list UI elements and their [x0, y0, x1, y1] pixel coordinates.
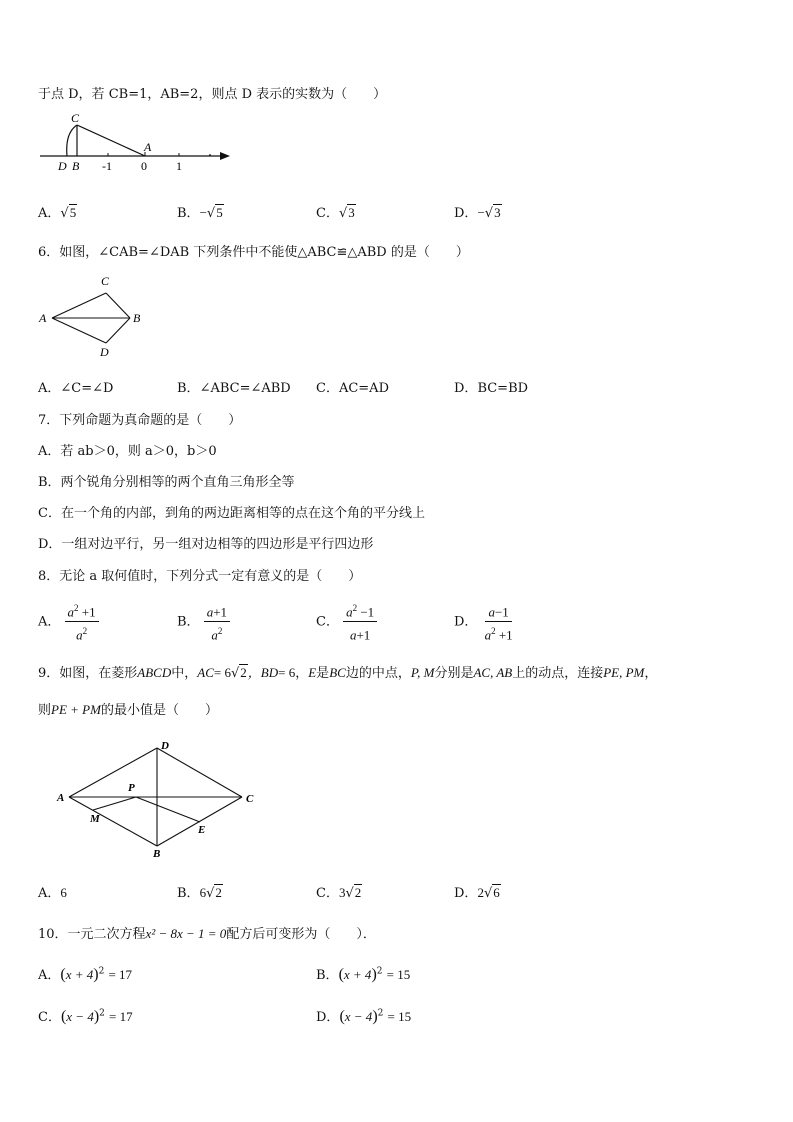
q5-label-d: D: [58, 159, 67, 173]
option-letter: A．: [38, 614, 61, 630]
option-letter: B．: [177, 886, 200, 901]
q9-option-a: [38, 882, 67, 901]
q6-option-b: [177, 377, 291, 396]
q7-option-d: D．一组对边平行，另一组对边相等的四边形是平行四边形: [38, 537, 374, 552]
fraction: $\frac{a^2 -1}{a+1}$: [343, 600, 377, 644]
q5-number-line-figure: [30, 108, 240, 178]
option-text: ∠C=∠D: [60, 381, 114, 396]
q6-triangles-figure: [34, 268, 154, 364]
q6-option-d: [454, 377, 528, 396]
option-letter: A．: [38, 381, 61, 396]
option-letter: C．: [316, 381, 339, 396]
q6-label-a: A: [39, 311, 47, 325]
q10-stem: 10．一元二次方程x² − 8x − 1 = 0配方后可变形为（ ）．: [38, 926, 376, 942]
option-letter: B．: [177, 614, 200, 630]
q5-stem: 于点 D，若 CB=1，AB=2，则点 D 表示的实数为（ ）: [38, 87, 387, 102]
option-text: BC=BD: [477, 381, 529, 396]
q9-stem-line1: 9．如图，在菱形ABCD中，AC= 6√2，BD= 6，E是BC边的中点，P, M分别是AC, AB上的动点，连接PE, PM，: [38, 665, 658, 681]
option-letter: D．: [316, 1010, 340, 1025]
q5-option-b: B．−√5: [177, 205, 223, 221]
option-sign: −: [477, 205, 485, 220]
fraction: $\frac{a^2 +1}{a^2}$: [65, 600, 99, 644]
option-letter: B．: [177, 206, 200, 221]
q6-label-d: D: [100, 345, 109, 359]
option-letter: A．: [38, 206, 61, 221]
q10-option-c: C．$(x - 4)^2 = 17$: [38, 1008, 133, 1025]
option-text: AC=AD: [338, 381, 389, 396]
q5-option-d: D．−√3: [454, 205, 501, 221]
q9-option-b: B．6√2: [177, 885, 222, 901]
q7-option-a: A．若 ab＞0，则 a＞0，b＞0: [38, 444, 217, 459]
option-coefficient: 2: [477, 885, 484, 900]
option-coefficient: 6: [199, 885, 207, 900]
q9-rhombus-figure: [52, 736, 262, 858]
fraction: $\frac{a+1}{a^2}$: [204, 600, 230, 644]
q8-option-b: [177, 600, 230, 644]
q7-option-b: B．两个锐角分别相等的两个直角三角形全等: [38, 475, 295, 490]
q6-label-b: B: [133, 311, 141, 325]
q5-tick-0: 0: [141, 159, 147, 173]
q9-label-d: D: [161, 740, 169, 752]
q8-option-c: [316, 600, 377, 644]
option-letter: D．: [454, 206, 478, 221]
option-radicand: 3: [494, 205, 501, 220]
fraction: $\frac{a-1}{a^2 +1}$: [482, 600, 516, 644]
q9-label-p: P: [128, 782, 135, 794]
option-radicand: 2: [215, 885, 222, 900]
option-letter: C．: [38, 1010, 61, 1025]
option-letter: D．: [454, 381, 478, 396]
option-sign: −: [199, 205, 207, 220]
option-coefficient: 3: [338, 885, 346, 900]
q5-tick-1: 1: [176, 159, 182, 173]
option-letter: A．: [38, 886, 61, 901]
q6-option-a: [38, 377, 113, 396]
q5-option-a: A．√5: [38, 205, 77, 221]
q9-option-c: C．3√2: [316, 885, 362, 901]
option-radicand: 5: [69, 205, 77, 220]
option-letter: B．: [316, 968, 339, 983]
option-letter: B．: [177, 381, 200, 396]
q5-option-c: C．√3: [316, 205, 355, 221]
q10-option-a: A．$(x + 4)^2 = 17$: [38, 966, 133, 983]
q6-label-c: C: [101, 274, 110, 288]
q5-label-c: C: [71, 111, 80, 125]
q5-tick-minus1: -1: [102, 159, 112, 173]
q9-label-b: B: [153, 848, 161, 858]
option-letter: D．: [454, 886, 478, 901]
q6-option-c: [316, 377, 389, 396]
q5-label-b: B: [72, 159, 80, 173]
option-letter: C．: [316, 886, 339, 901]
option-letter: D．: [454, 614, 478, 630]
q9-label-c: C: [246, 793, 254, 805]
q9-label-a: A: [57, 792, 65, 804]
q10-option-d: D．$(x - 4)^2 = 15$: [316, 1008, 412, 1025]
option-radicand: 2: [354, 885, 362, 900]
q7-stem: 7．下列命题为真命题的是（ ）: [38, 413, 242, 428]
option-text: ∠ABC=∠ABD: [199, 381, 291, 396]
q8-option-a: [38, 600, 99, 644]
q9-option-d: D．2√6: [454, 885, 500, 901]
option-radicand: 5: [216, 205, 223, 220]
q9-label-e: E: [198, 824, 206, 836]
q7-option-c: C．在一个角的内部，到角的两边距离相等的点在这个角的平分线上: [38, 506, 425, 521]
option-letter: C．: [316, 614, 339, 630]
option-letter: A．: [38, 968, 61, 983]
q9-label-m: M: [90, 813, 100, 825]
q10-option-b: B．$(x + 4)^2 = 15$: [316, 966, 411, 983]
option-radicand: 3: [348, 205, 355, 220]
q8-option-d: [454, 600, 516, 644]
q5-label-a: A: [144, 140, 152, 154]
option-radicand: 6: [493, 885, 500, 900]
q6-stem: 6．如图，∠CAB=∠DAB 下列条件中不能使△ABC≌△ABD 的是（ ）: [38, 245, 469, 260]
option-letter: C．: [316, 206, 339, 221]
option-coefficient: 6: [60, 885, 67, 900]
q9-stem-line2: 则PE + PM的最小值是（ ）: [38, 702, 218, 718]
q8-stem: 8．无论 a 取何值时，下列分式一定有意义的是（ ）: [38, 569, 362, 584]
